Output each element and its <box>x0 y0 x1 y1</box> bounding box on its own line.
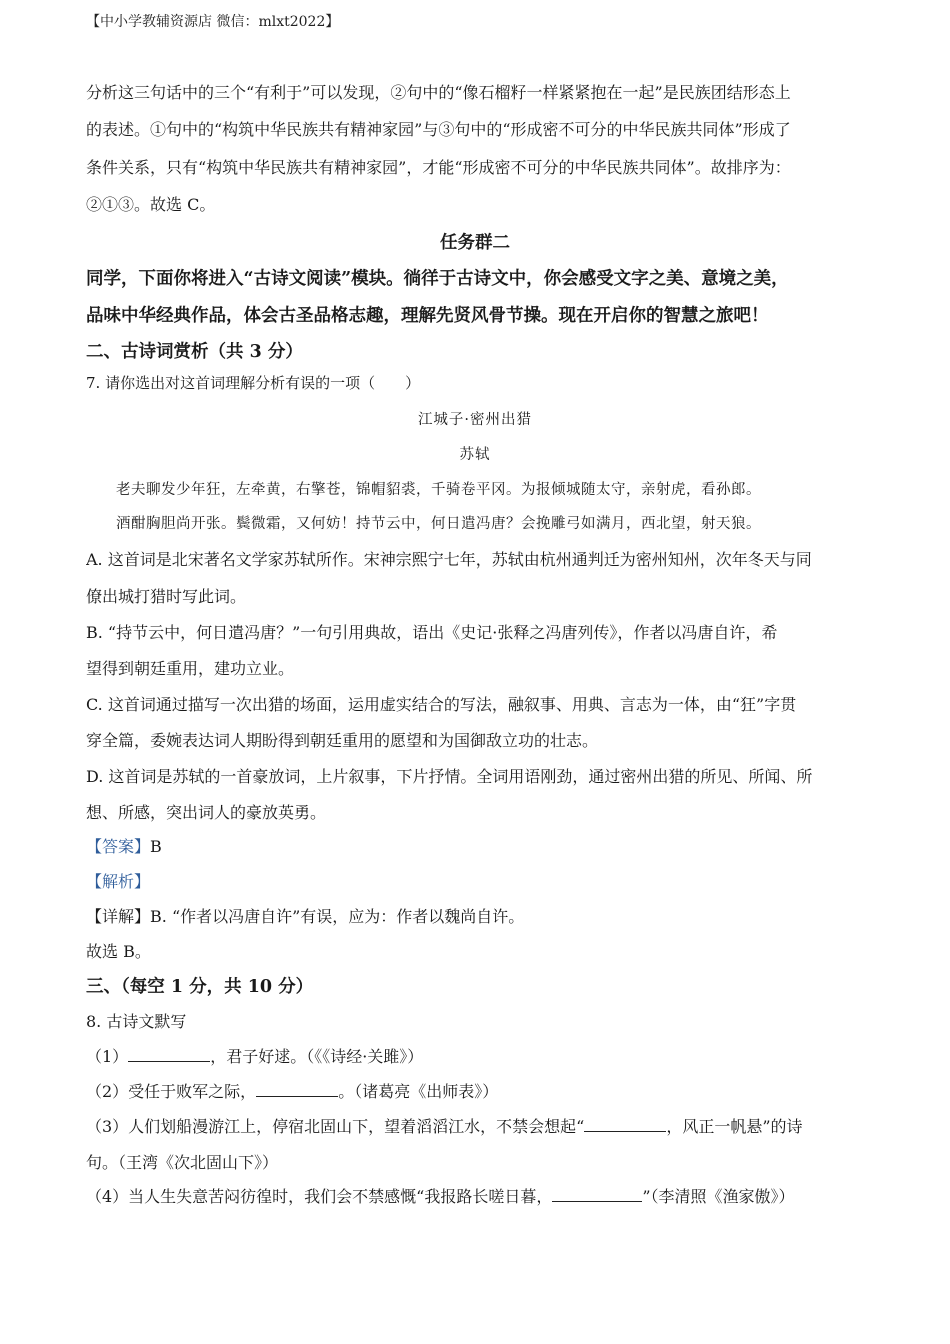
fill-item-2 <box>86 1079 862 1102</box>
fill-item-prefix: （2）受任于败军之际， <box>86 1082 257 1101</box>
section-heading: 三、（每空 1 分，共 10 分） <box>86 977 314 997</box>
fill-item-suffix: ”（李清照《渔家傲》） <box>642 1187 795 1206</box>
analysis-line: 条件关系，只有“构筑中华民族共有精神家园”，才能“形成密不可分的中华民族共同体”。故排序为： <box>86 158 791 177</box>
section-heading: 二、古诗词赏析（共 3 分） <box>86 342 303 362</box>
poem-line: 酒酣胸胆尚开张。鬓微霜，又何妨！持节云中，何日遣冯唐？会挽雕弓如满月，西北望，射天狼。 <box>116 516 761 532</box>
analysis-label: 【解析】 <box>86 872 151 891</box>
question-stem: 8. 古诗文默写 <box>86 1012 187 1031</box>
answer-label: 【答案】 <box>86 837 151 856</box>
detail-label: 【详解】 <box>86 907 151 926</box>
conclusion: 故选 B。 <box>86 942 151 961</box>
header-note: 【中小学教辅资源店 微信：mlxt2022】 <box>86 14 340 30</box>
fill-item-1 <box>86 1044 862 1067</box>
option-a: A. 这首词是北宋著名文学家苏轼所作。宋神宗熙宁七年，苏轼由杭州通判迁为密州知州，次年冬天与同 <box>86 550 812 569</box>
answer-blank[interactable] <box>128 1047 210 1062</box>
fill-item-suffix: ，君子好逑。（《《诗经·关雎》） <box>210 1047 424 1066</box>
option-b-cont: 望得到朝廷重用，建功立业。 <box>86 659 295 678</box>
fill-item-4 <box>86 1184 862 1207</box>
option-b: B. “持节云中，何日遣冯唐？”一句引用典故，语出《史记·张释之冯唐列传》，作者以冯唐自许，希 <box>86 623 778 642</box>
fill-item-suffix: ，风正一帆悬”的诗 <box>666 1117 803 1136</box>
analysis-line: 分析这三句话中的三个“有利于”可以发现，②句中的“像石榴籽一样紧紧抱在一起”是民族团结形态上 <box>86 83 791 102</box>
intro-line: 同学，下面你将进入“古诗文阅读”模块。徜徉于古诗文中，你会感受文字之美、意境之美， <box>86 269 789 289</box>
option-c: C. 这首词通过描写一次出猎的场面，运用虚实结合的写法，融叙事、用典、言志为一体，由“狂”字贯 <box>86 695 797 714</box>
analysis-line: 的表述。①句中的“构筑中华民族共有精神家园”与③句中的“形成密不可分的中华民族共同体”形成了 <box>86 120 791 139</box>
poem-author: 苏轼 <box>459 447 491 463</box>
answer-blank[interactable] <box>584 1117 666 1132</box>
answer-line <box>86 834 862 857</box>
fill-item-suffix: 。（诸葛亮《出师表》） <box>338 1082 499 1101</box>
poem-title: 江城子·密州出猎 <box>417 412 533 428</box>
option-d: D. 这首词是苏轼的一首豪放词，上片叙事，下片抒情。全词用语刚劲，通过密州出猎的所见、所闻、所 <box>86 767 813 786</box>
analysis-line: ②①③。故选 C。 <box>86 195 216 214</box>
poem-line: 老夫聊发少年狂，左牵黄，右擎苍，锦帽貂裘，千骑卷平冈。为报倾城随太守，亲射虎，看孙郎。 <box>116 482 761 498</box>
analysis-heading <box>86 869 862 892</box>
detail-text: B. “作者以冯唐自许”有误，应为：作者以魏尚自许。 <box>150 907 525 926</box>
option-a-cont: 僚出城打猎时写此词。 <box>86 587 247 606</box>
question-stem: 7. 请你选出对这首词理解分析有误的一项（ ） <box>86 374 421 392</box>
task-group-title: 任务群二 <box>440 233 510 253</box>
answer-blank[interactable] <box>552 1187 642 1202</box>
option-c-cont: 穿全篇，委婉表达词人期盼得到朝廷重用的愿望和为国御敌立功的壮志。 <box>86 731 599 750</box>
answer-value: B <box>150 837 162 856</box>
answer-blank[interactable] <box>256 1082 338 1097</box>
fill-item-3-cont: 句。（王湾《次北固山下》） <box>86 1153 279 1172</box>
fill-item-prefix: （3）人们划船漫游江上，停宿北固山下，望着滔滔江水，不禁会想起“ <box>86 1117 585 1136</box>
intro-line: 品味中华经典作品，体会古圣品格志趣，理解先贤风骨节操。现在开启你的智慧之旅吧！ <box>86 306 769 326</box>
detail-line <box>86 904 862 927</box>
fill-item-prefix: （4）当人生失意苦闷彷徨时，我们会不禁感慨“我报路长嗟日暮， <box>86 1187 553 1206</box>
fill-item-prefix: （1） <box>86 1047 129 1066</box>
option-d-cont: 想、所感，突出词人的豪放英勇。 <box>86 803 327 822</box>
fill-item-3 <box>86 1114 862 1137</box>
